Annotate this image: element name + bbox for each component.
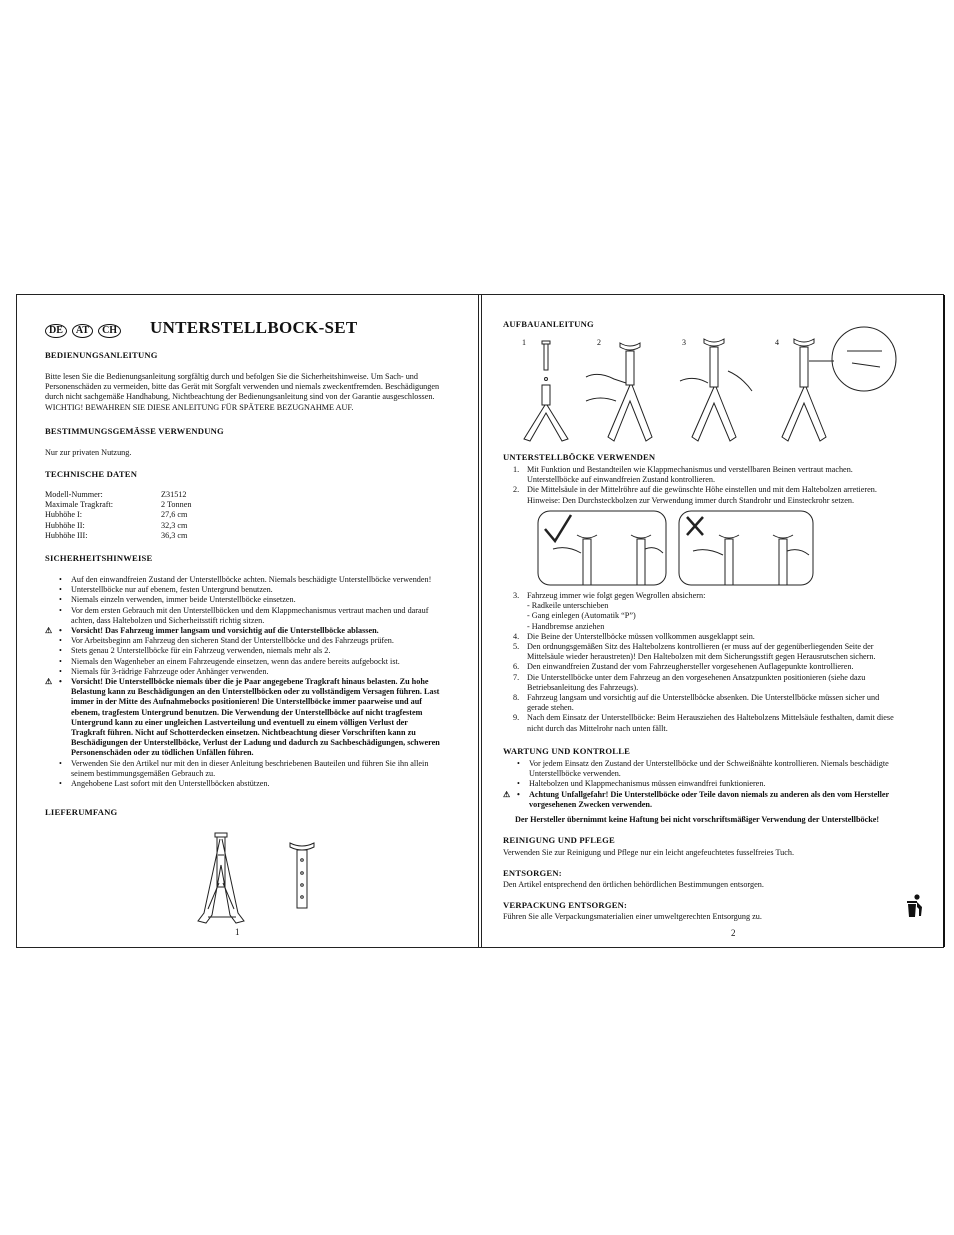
heading-reinigung: REINIGUNG UND PFLEGE [503, 835, 615, 845]
bullet-line: Belastung kann zu Beschädigungen an den Unterstellböcken oder zu vollständigem Versagen führen. Last [71, 687, 440, 697]
bullet-dot-icon: • [59, 779, 62, 789]
step-line: - Gang einlegen (Automatik “P”) [527, 611, 636, 621]
bullet-line: Tragkraft führen. Nicht auf Schotterdecken einsetzen. Nichtbeachtung dieser Vorschriften kann zu [71, 728, 416, 738]
bullet-item [59, 575, 471, 585]
bullet-line: Vor dem ersten Gebrauch mit den Unterstellböcken und dem Klappmechanismus vertraut machen und darauf [71, 605, 429, 615]
bullet-item [59, 667, 471, 677]
bullet-item [59, 585, 471, 595]
page-number-right: 2 [731, 928, 736, 938]
step-line: Die Unterstellböcke unter dem Fahrzeug an den vorgesehenen Ansatzpunkten positionieren (siehe dazu [527, 672, 866, 682]
numbered-step [503, 591, 933, 632]
step-line: gerade stehen. [527, 703, 574, 713]
bullet-dot-icon: • [59, 595, 62, 605]
bullet-dot-icon: • [517, 789, 520, 799]
numbered-step [503, 485, 933, 505]
page-number-left: 1 [235, 927, 240, 937]
bullet-line: Haltebolzen und Klappmechanismus müssen einwandfrei funktionieren. [529, 779, 766, 789]
verpackung-text: Führen Sie alle Verpackungsmaterialien einer umweltgerechten Entsorgung zu. [503, 912, 762, 921]
numbered-step [503, 465, 933, 485]
bullet-line: Auf den einwandfreien Zustand der Unterstellböcke achten. Niemals beschädigte Unterstellböcke verwenden! [71, 575, 432, 584]
bullet-line: immer in der Mitte des Aufnahmebocks positionieren! Die Unterstellböcke immer paarweise und auf [71, 697, 422, 707]
specs-table [45, 490, 191, 541]
liability-note: Der Hersteller übernimmt keine Haftung bei nicht vorschriftsmäßiger Verwendung der Unterstellböcke! [515, 815, 880, 824]
bullet-item [503, 789, 929, 810]
bullet-item [59, 595, 471, 605]
country-badges [45, 320, 122, 338]
numbered-step [503, 713, 933, 733]
step-label-2: 2 [597, 338, 601, 347]
numbered-step [503, 632, 933, 642]
step-line: Die Mittelsäule in der Mittelröhre auf die gewünschte Höhe einstellen und mit dem Haltebolzen arretieren. [527, 485, 877, 495]
bullet-dot-icon: • [517, 759, 520, 768]
intro-line: Bitte lesen Sie die Bedienungsanleitung sorgfältig durch und befolgen Sie die Sicherheitshinweise. Um Sach- und [45, 372, 418, 381]
bullet-line: vorgesehenen Zwecken verwenden. [529, 799, 653, 809]
intro-line: Personenschäden zu vermeiden, bitte das Gerät mit Sorgfalt verwenden und niemals zweckentfremden. Beschädigungen [45, 382, 440, 392]
step-line: Hinweise: Den Durchsteckbolzen zur Verwendung immer durch Standrohr und Einsteckrohr setzen. [527, 495, 855, 505]
bullet-dot-icon: • [59, 636, 62, 646]
step-number: 4. [513, 631, 520, 641]
numbered-step [503, 693, 933, 713]
bullet-line: Achtung Unfallgefahr! Die Unterstellböcke oder Teile davon niemals zu anderen als den vom Hersteller [529, 789, 890, 799]
step-line: Fahrzeug langsam und vorsichtig auf die Unterstellböcke absenken. Die Unterstellböcke müssen sicher und [527, 693, 880, 703]
step-line: Den einwandfreien Zustand der vom Fahrzeughersteller vorgesehenen Auflagepunkte kontrollieren. [527, 662, 854, 672]
warning-triangle-icon: ⚠ [503, 789, 511, 799]
intro-line: durch nicht sachgemäße Handhabung, Nichtbeachtung der Bedienungsanleitung sind von der Garantie ausgeschlossen. [45, 392, 435, 402]
safety-list [45, 575, 471, 789]
step-number: 8. [513, 693, 520, 703]
bullet-line: Vor jedem Einsatz den Zustand der Unterstellböcke und der Schweißnähte kontrollieren. Niemals beschädigte [529, 759, 889, 768]
bullet-dot-icon: • [59, 656, 62, 666]
bullet-line: Verwenden Sie den Artikel nur mit den in dieser Anleitung beschriebenen Bauteilen und führen Sie ihn allein [71, 758, 429, 768]
bullet-item [59, 657, 471, 667]
numbered-step [503, 673, 933, 693]
recycle-bin-icon [905, 893, 925, 919]
bullet-line: Beschädigungen der Unterstellböcke, Verlust der Ladung und dadurch zu Sachbeschädigungen, schweren [71, 738, 440, 748]
bullet-dot-icon: • [59, 626, 62, 636]
step-line: Fahrzeug immer wie folgt gegen Wegrollen absichern: [527, 591, 706, 600]
heading-bedienungsanleitung: BEDIENUNGSANLEITUNG [45, 350, 158, 360]
heading-sicherheitshinweise: SICHERHEITSHINWEISE [45, 553, 153, 563]
heading-unterstellboecke-verwenden: UNTERSTELLBÖCKE VERWENDEN [503, 452, 656, 462]
step-line: - Handbremse anziehen [527, 621, 605, 631]
spec-row: Maximale Tragkraft: 2 Tonnen [45, 500, 192, 510]
step-number: 5. [513, 642, 520, 652]
step-line: Nach dem Einsatz der Unterstellböcke: Beim Herausziehen des Haltebolzens Mittelsäule festhalten, damit diese [527, 713, 894, 723]
country-badge-de: DE [45, 324, 67, 338]
step-number: 6. [513, 662, 520, 672]
step-number: 7. [513, 672, 520, 682]
bullet-line: Angehobene Last sofort mit den Unterstellböcken abstützen. [71, 779, 270, 789]
country-badge-at: AT [72, 324, 93, 338]
intro-text [45, 372, 475, 413]
bullet-dot-icon: • [59, 666, 62, 676]
bullet-line: Niemals den Wagenheber an einem Fahrzeugende einsetzen, wenn das andere bereits aufgebockt ist. [71, 656, 400, 666]
bullet-line: Vor Arbeitsbeginn am Fahrzeug den sicheren Stand der Unterstellböcke und des Fahrzeugs prüfen. [71, 636, 394, 646]
heading-entsorgen: ENTSORGEN: [503, 868, 562, 878]
step-label-1: 1 [522, 338, 526, 347]
country-badge-ch: CH [98, 324, 121, 338]
bullet-line: Vorsicht! Das Fahrzeug immer langsam und vorsichtig auf die Unterstellböcke ablassen. [71, 626, 379, 636]
step-number: 1. [513, 465, 520, 474]
bullet-line: Vorsicht! Die Unterstellböcke niemals über die je Paar angegebene Tragkraft hinaus belasten. Zu hohe [71, 677, 429, 687]
bullet-dot-icon: • [59, 585, 62, 595]
step-number: 9. [513, 713, 520, 723]
step-line: nicht durch das Mittelrohr nach unten fällt. [527, 723, 668, 733]
page-left [17, 295, 479, 947]
bullet-line: Personenschäden oder zu tödlichen Unfällen führen. [71, 748, 254, 758]
heading-verwendung: BESTIMMUNGSGEMÄSSE VERWENDUNG [45, 426, 224, 436]
bullet-dot-icon: • [59, 646, 62, 656]
page-title: UNTERSTELLBOCK-SET [150, 318, 358, 337]
verwendung-text: Nur zur privaten Nutzung. [45, 448, 132, 457]
bullet-line: Stets genau 2 Unterstellböcke für ein Fahrzeug verwenden, niemals mehr als 2. [71, 646, 331, 656]
step-line: Mit Funktion und Bestandteilen wie Klappmechanismus und verstellbaren Beinen vertraut machen. [527, 465, 853, 474]
step-line: Die Beine der Unterstellböcke müssen vollkommen ausgeklappt sein. [527, 631, 755, 641]
bullet-item [517, 779, 929, 789]
bullet-dot-icon: • [59, 605, 62, 615]
page-right [481, 295, 945, 947]
bullet-item [59, 646, 471, 656]
delivery-illustration [182, 825, 342, 929]
bullet-dot-icon: • [517, 779, 520, 789]
bullet-dot-icon: • [59, 575, 62, 584]
bullet-line: Niemals für 3-rädrige Fahrzeuge oder Anhänger verwenden. [71, 666, 269, 676]
step-line: Unterstellböcke auf einwandfreien Zustand kontrollieren. [527, 475, 716, 485]
use-steps-list [503, 465, 933, 506]
bullet-item [59, 606, 471, 626]
step-line: Mittelsäule wieder heraustreten)! Den Haltebolzen mit dem Sicherungsstift gegen Herausrutschen sichern. [527, 652, 876, 662]
heading-technische-daten: TECHNISCHE DATEN [45, 469, 138, 479]
bullet-line: Niemals einzeln verwenden, immer beide Unterstellböcke einsetzen. [71, 595, 296, 605]
step-line: Den ordnungsgemäßen Sitz des Haltebolzens kontrollieren (er muss auf der gegenüberliegenden Seite der [527, 642, 874, 652]
spec-row: Hubhöhe II: 32,3 cm [45, 520, 188, 530]
bullet-dot-icon: • [59, 677, 62, 687]
bullet-line: Untergrund kann zu einer ungleichen Lastverteilung und eventuell zu einem völligen Verlust der [71, 717, 408, 727]
entsorgen-text: Den Artikel entsprechend den örtlichen behördlichen Bestimmungen entsorgen. [503, 880, 764, 889]
step-line: Betriebsanleitung des Fahrzeugs). [527, 682, 639, 692]
bullet-item [59, 779, 471, 789]
numbered-step [503, 642, 933, 662]
maintenance-list [503, 759, 929, 810]
step-number: 2. [513, 485, 520, 495]
intro-line: WICHTIG! BEWAHREN SIE DIESE ANLEITUNG FÜR SPÄTERE BEZUGNAHME AUF. [45, 402, 354, 412]
use-steps-list-continued [503, 591, 933, 734]
bullet-item [59, 636, 471, 646]
bullet-item [59, 759, 471, 779]
bullet-line: achten, dass Haltebolzen und Sicherheitsstift richtig sitzen. [71, 615, 265, 625]
bullet-line: Unterstellböcke verwenden. [529, 769, 621, 779]
bullet-item [45, 626, 471, 636]
manual-sheet [16, 294, 944, 948]
bullet-line: Unterstellböcke nur auf ebenem, festen Untergrund benutzen. [71, 585, 273, 595]
step-number: 3. [513, 591, 520, 600]
warning-triangle-icon: ⚠ [45, 626, 53, 636]
assembly-steps-illustration [502, 321, 922, 451]
bullet-line: seinem bestimmungsgemäßen Gebrauch zu. [71, 768, 216, 778]
step-label-4: 4 [775, 338, 779, 347]
warning-triangle-icon: ⚠ [45, 677, 53, 687]
spec-row: Modell-Nummer: Z31512 [45, 490, 187, 499]
numbered-step [503, 662, 933, 672]
bullet-line: ebenem, tragfestem Untergrund benutzen. Die Verwendung der Unterstellböcke auf nicht tragfestem [71, 707, 423, 717]
bullet-dot-icon: • [59, 758, 62, 768]
reinigung-text: Verwenden Sie zur Reinigung und Pflege nur ein leicht angefeuchtetes fusselfreies Tuch. [503, 848, 795, 857]
heading-lieferumfang: LIEFERUMFANG [45, 807, 118, 817]
spec-row: Hubhöhe III: 36,3 cm [45, 530, 188, 540]
heading-aufbauanleitung: AUFBAUANLEITUNG [503, 319, 594, 329]
spec-row: Hubhöhe I: 27,6 cm [45, 510, 188, 520]
pin-placement-illustration [537, 509, 817, 589]
heading-verpackung: VERPACKUNG ENTSORGEN: [503, 900, 628, 910]
bullet-item [45, 677, 471, 759]
heading-wartung: WARTUNG UND KONTROLLE [503, 746, 631, 756]
step-line: - Radkeile unterschieben [527, 601, 609, 611]
bullet-item [517, 759, 929, 779]
step-label-3: 3 [682, 338, 686, 347]
